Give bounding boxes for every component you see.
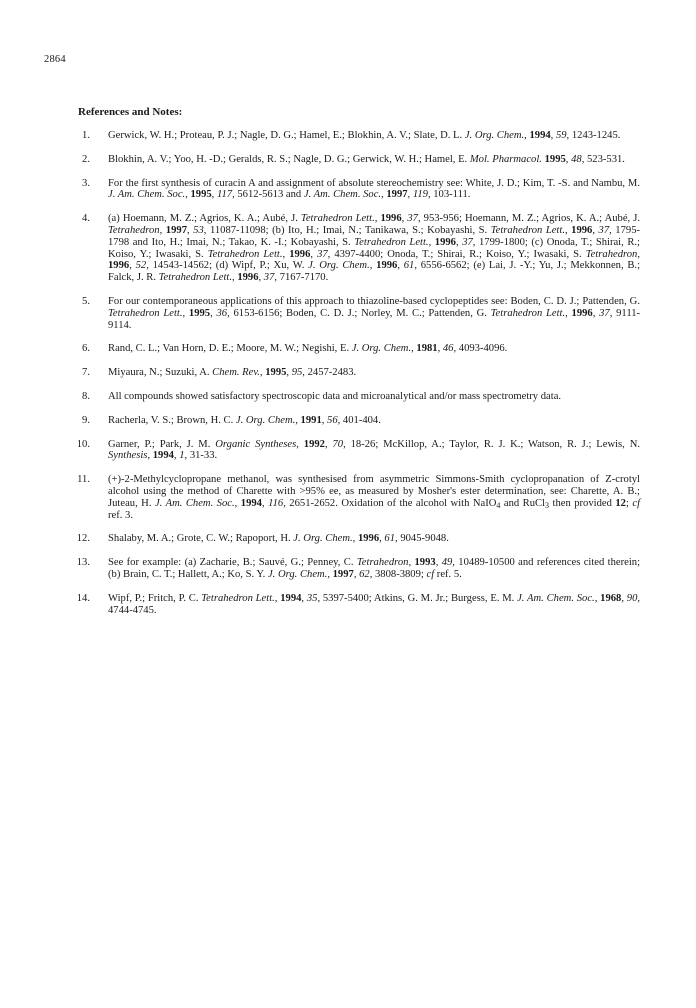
reference-segment: , [428,236,435,248]
reference-segment: Garner, P.; Park, J. M. [108,438,216,450]
reference-segment: 1996 [434,236,456,248]
reference-segment: 90 [626,592,638,604]
reference-number: 13. [76,557,90,569]
reference-segment: (a) Hoemann, M. Z.; Agrios, K. A.; Aubé, J. [108,213,301,225]
reference-segment: 1968 [600,592,622,604]
reference-text [108,593,640,617]
reference-number: 8. [82,390,90,402]
reference-segment: 4 [496,500,501,510]
reference-segment: , 5397-5400; Atkins, G. M. Jr.; Burgess, E. M. [317,592,518,604]
reference-segment: 116 [268,497,284,509]
reference-segment: 35 [306,592,318,604]
reference-segment: 1997 [165,224,187,236]
reference-item [70,343,640,355]
reference-segment: , [397,260,404,272]
reference-item [70,154,640,166]
reference-segment: Tetrahedron Lett. [300,213,375,225]
reference-segment: (+)-2-Methylcyclopropane methanol, was synthesised from asymmetric Simmons-Smith cyclopropanation of Z-crotyl alcohol using the method of Charette with >95% ee, as measured by Mosher's ester determination, see: Charette, A. B.; Juteau, H. [108,474,640,509]
reference-segment: , 7167-7170. [274,272,329,284]
reference-segment: Tetrahedron Lett. [158,272,233,284]
reference-segment: 37 [599,307,610,319]
reference-segment: Chem. Rev. [212,367,260,379]
reference-number: 1. [82,130,90,141]
reference-segment: For the first synthesis of curacin A and assignment of absolute stereochemistry see: White, J. D.; Kim, T. -S. and Nambu, M. [108,177,640,189]
reference-segment: J. Org. Chem. [235,414,296,426]
reference-segment: J. Am. Chem. Soc. [303,189,382,201]
reference-text [108,130,640,142]
reference-segment: Wipf, P.; Fritch, P. C. [108,592,202,604]
reference-segment: , 6153-6156; Boden, C. D. J.; Norley, M. C.; Pattenden, G. [227,307,491,319]
reference-item [70,178,640,202]
reference-segment: 46 [442,343,454,355]
reference-text [108,533,640,545]
reference-segment: , 401-404. [337,414,381,426]
reference-segment: Tetrahedron Lett. [108,307,183,319]
reference-segment: Organic Syntheses [215,438,297,450]
reference-segment: 37 [407,213,418,225]
reference-number: 10. [76,438,90,450]
reference-segment: Racherla, V. S.; Brown, H. C. [108,414,236,426]
reference-item [70,367,640,379]
reference-segment: 1994 [529,130,551,141]
reference-segment: 119 [412,189,428,201]
reference-segment: Tetrahedron [108,224,160,236]
reference-segment: Gerwick, W. H.; Proteau, P. J.; Nagle, D. G.; Hamel, E.; Blokhin, A. V.; Slate, D. L. [108,130,465,141]
reference-segment: 48 [571,153,582,165]
reference-segment: , 9111-9114. [108,307,641,331]
section-heading: References and Notes: [78,106,183,118]
reference-segment: ref. 5. [434,568,462,580]
reference-segment: J. Org. Chem. [308,260,370,272]
reference-segment: 1991 [300,414,322,426]
reference-segment: , [564,224,572,236]
reference-segment: 1997 [332,568,354,580]
reference-segment: , [594,592,601,604]
reference-segment: , [129,260,136,272]
reference-segment: 95 [291,367,303,379]
reference-list [70,130,640,628]
reference-item [70,557,640,581]
reference-segment: 37 [598,224,610,236]
reference-item [70,391,640,403]
reference-segment: J. Am. Chem. Soc. [154,497,235,509]
reference-text [108,343,640,355]
reference-segment: , 14543-14562; (d) Wipf, P.; Xu, W. [146,260,309,272]
reference-segment: ; [625,497,633,509]
reference-segment: , [234,497,241,509]
reference-segment: For our contemporaneous applications of this approach to thiazoline-based cyclopeptides see: Boden, C. D. J.; Pattenden, G. [108,295,640,307]
reference-segment: , [379,533,385,545]
reference-segment: 70 [332,438,344,450]
page-number: 2864 [44,54,66,65]
reference-segment: , [565,153,572,165]
reference-segment: , [353,568,360,580]
reference-segment: J. Org. Chem. [351,343,412,355]
reference-segment: , [524,130,530,141]
reference-segment: , [232,272,238,284]
reference-segment: , [592,307,600,319]
reference-segment: , [565,307,572,319]
reference-segment: , [301,592,307,604]
reference-segment: , [321,414,328,426]
reference-segment: 1996 [571,307,593,319]
reference-segment: , [401,213,408,225]
reference-number: 4. [82,213,90,225]
reference-segment: 1994 [280,592,302,604]
reference-segment: Miyaura, N.; Suzuki, A. [108,367,213,379]
reference-segment: , [550,130,556,141]
reference-segment: Blokhin, A. V.; Yoo, H. -D.; Geralds, R. S.; Nagle, D. G.; Gerwick, W. H.; Hamel, E. [108,153,470,165]
reference-segment: , [352,533,358,545]
reference-number: 2. [82,153,90,165]
reference-segment: 1997 [386,189,408,201]
reference-segment: 37 [317,248,328,260]
reference-segment: 1 [179,450,185,462]
reference-segment: , 6556-6562; (e) Lai, J. -Y.; Yu, J.; Mekkonnen, B.; Falck, J. R. [108,260,641,284]
reference-segment: 53 [193,224,204,236]
reference-segment: , [407,189,413,201]
reference-segment: All compounds showed satisfactory spectroscopic data and microanalytical and/or mass spectrometry data. [108,390,562,402]
reference-segment: 1995 [265,367,287,379]
reference-number: 14. [76,592,90,604]
reference-segment: 117 [216,189,233,201]
reference-item [70,474,640,521]
reference-item [70,439,640,463]
reference-segment: , [411,343,417,355]
reference-item [70,593,640,617]
reference-segment: , [369,260,377,272]
reference-segment: , 1799-1800; (c) Onoda, T.; Shirai, R.; Koiso, Y.; Iwasaki, S. [108,236,640,260]
reference-segment: See for example: (a) Zacharie, B.; Sauvé, G.; Penney, C. [108,557,357,569]
reference-segment: , [296,438,304,450]
reference-segment: , 31-33. [184,450,218,462]
reference-segment: 1996 [108,260,130,272]
reference-segment: , 9045-9048. [395,533,449,545]
reference-item [70,533,640,545]
reference-segment: 1996 [357,533,380,545]
reference-text [108,178,640,202]
reference-segment: , 4093-4096. [453,343,508,355]
reference-segment: , 3808-3809; [369,568,427,580]
reference-segment: , [435,557,442,569]
reference-number: 3. [82,177,90,189]
reference-item [70,130,640,142]
reference-segment: J. Org. Chem. [293,533,353,545]
reference-segment: 1993 [414,557,436,569]
reference-segment: 1996 [289,248,311,260]
reference-segment: , 11087-11098; (b) Ito, H.; Imai, N.; Tanikawa, S.; Kobayashi, S. [203,224,491,236]
reference-item [70,213,640,284]
reference-segment: , [286,367,292,379]
reference-segment: Rand, C. L.; Van Horn, D. E.; Moore, M. W.; Negishi, E. [108,343,352,355]
reference-text [108,367,640,379]
reference-number: 12. [76,533,90,545]
reference-segment: J. Am. Chem. Soc. [517,592,595,604]
reference-segment: , [210,307,217,319]
reference-segment: , [637,248,640,260]
reference-text [108,557,640,581]
reference-segment: , [374,213,381,225]
reference-segment: 61 [384,533,396,545]
reference-number: 11. [77,474,90,486]
reference-segment: , [211,189,217,201]
reference-segment: , [282,248,290,260]
reference-segment: Mol. Pharmacol. [469,153,542,165]
reference-text [108,213,640,284]
reference-segment: 37 [462,236,473,248]
reference-text [108,474,640,521]
reference-segment: 59 [555,130,567,141]
reference-segment: , 2651-2652. Oxidation of the alcohol with NaIO [283,497,497,509]
reference-segment: Tetrahedron Lett. [490,307,566,319]
reference-segment: J. Org. Chem. [464,130,525,141]
reference-number: 9. [82,414,90,426]
reference-text [108,154,640,166]
reference-segment: , [592,224,599,236]
reference-segment: , [310,248,318,260]
reference-segment: , 5612-5613 and [232,189,304,201]
reference-text [108,415,640,427]
reference-segment: 12 [615,497,626,509]
reference-segment: 1992 [303,438,325,450]
reference-text [108,391,640,403]
reference-segment: 1995 [188,307,211,319]
reference-segment: , [274,592,281,604]
reference-segment: 1994 [240,497,262,509]
reference-segment: , [621,592,627,604]
reference-segment: and RuCl [500,497,546,509]
reference-segment: 1981 [416,343,438,355]
reference-segment: 1995 [190,189,212,201]
reference-segment: J. Org. Chem. [267,568,328,580]
reference-segment: 37 [263,272,275,284]
reference-segment: , [147,450,153,462]
reference-segment: , [381,189,387,201]
reference-segment: 62 [359,568,370,580]
reference-segment: , 1243-1245. [566,130,621,141]
reference-text [108,439,640,463]
reference-segment: , [295,414,301,426]
reference-segment: Tetrahedron [585,248,638,260]
reference-segment: 56 [327,414,338,426]
reference-segment: J. Am. Chem. Soc. [108,189,186,201]
reference-segment: , [408,557,415,569]
reference-segment: Shalaby, M. A.; Grote, C. W.; Rapoport, H. [108,533,294,545]
reference-segment: 3 [545,500,550,510]
reference-segment: , 2457-2483. [302,367,357,379]
reference-segment: Tetrahedron Lett. [207,248,283,260]
reference-segment: , [324,438,333,450]
reference-segment: Tetrahedron Lett. [490,224,565,236]
reference-text [108,296,640,331]
reference-number: 7. [82,367,90,379]
reference-segment: Tetrahedron Lett. [354,236,429,248]
reference-segment: , [182,307,189,319]
reference-segment: , [185,189,191,201]
reference-segment: 1994 [152,450,174,462]
reference-segment: , 523-531. [581,153,625,165]
reference-segment: , [455,236,463,248]
reference-segment: , 4744-4745. [108,592,641,616]
reference-item [70,296,640,331]
reference-segment: , 953-956; Hoemann, M. Z.; Agrios, K. A.; Aubé, J. [417,213,641,225]
reference-segment: , 1795-1798 and Ito, H.; Imai, N.; Takao, K. -I.; Kobayashi, S. [108,224,641,248]
reference-number: 6. [82,343,90,355]
reference-segment: , [327,568,333,580]
reference-segment: , [261,497,269,509]
reference-segment: ref. 3. [108,509,133,521]
reference-segment: 1996 [237,272,259,284]
reference-segment: 52 [135,260,147,272]
reference-segment: cf [426,568,435,580]
reference-segment: Tetrahedron Lett. [201,592,275,604]
reference-segment: 1996 [571,224,593,236]
reference-segment: , 4397-4400; Onoda, T.; Shirai, R.; Koiso, Y.; Iwasaki, S. [327,248,586,260]
reference-segment: 61 [403,260,415,272]
reference-segment: cf [632,497,641,509]
reference-number: 5. [82,295,90,307]
reference-segment: , [173,450,180,462]
reference-segment: , [259,367,266,379]
reference-segment: 1996 [380,213,402,225]
reference-segment: Synthesis [108,450,148,462]
reference-segment: , [159,224,166,236]
reference-segment: 1996 [376,260,398,272]
reference-segment: 36 [216,307,228,319]
reference-segment: , [258,272,264,284]
reference-segment: 49 [441,557,453,569]
reference-segment: 1995 [544,153,566,165]
reference-segment: then provided [549,497,616,509]
reference-segment: Tetrahedron [356,557,409,569]
reference-item [70,415,640,427]
reference-segment: , 10489-10500 and references cited therein; (b) Brain, C. T.; Hallett, A.; Ko, S. Y. [108,557,641,580]
reference-segment: , 18-26; McKillop, A.; Taylor, R. J. K.; Watson, R. J.; Lewis, N. [343,438,640,450]
reference-segment: , [437,343,443,355]
reference-segment: , [186,224,194,236]
reference-segment: , 103-111. [427,189,471,201]
